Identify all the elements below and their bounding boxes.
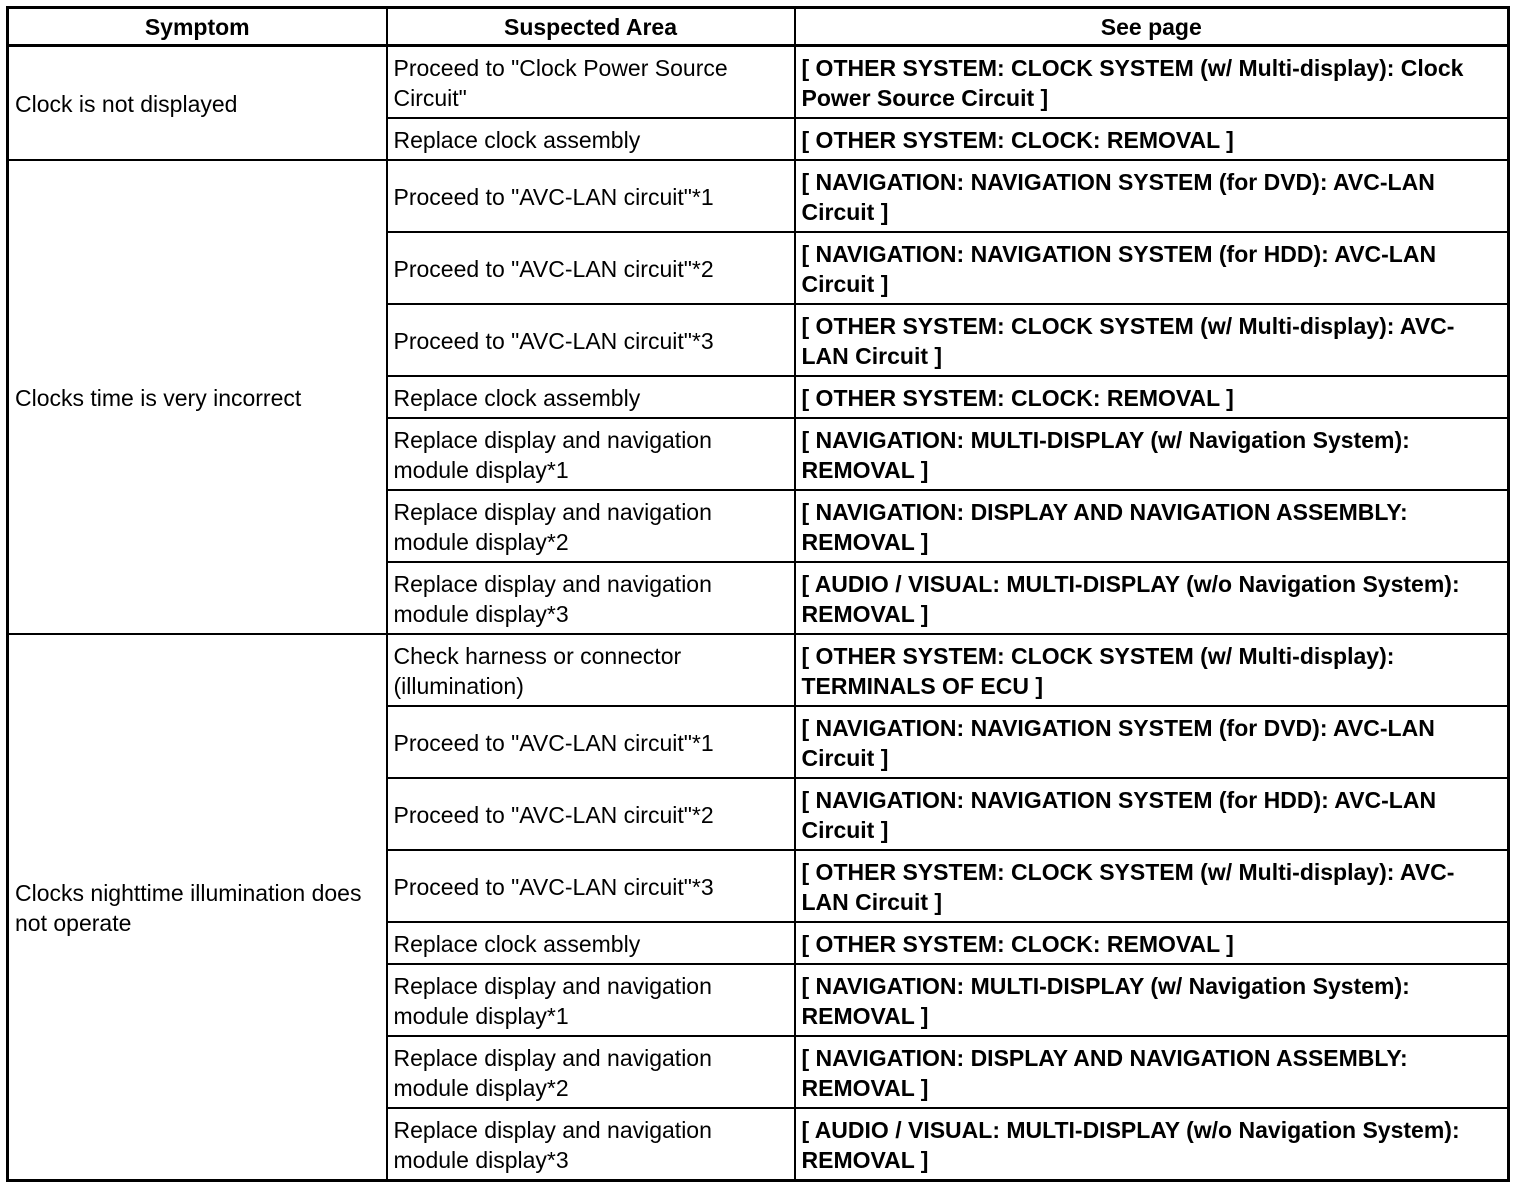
see-page-link[interactable]: [ OTHER SYSTEM: CLOCK: REMOVAL ] <box>795 118 1509 160</box>
suspected-area-cell: Proceed to "AVC-LAN circuit"*3 <box>387 304 795 376</box>
problem-symptoms-table <box>6 6 1510 1182</box>
see-page-link[interactable]: [ NAVIGATION: NAVIGATION SYSTEM (for DVD): AVC-LAN Circuit ] <box>795 160 1509 232</box>
see-page-link[interactable]: [ NAVIGATION: NAVIGATION SYSTEM (for HDD): AVC-LAN Circuit ] <box>795 232 1509 304</box>
suspected-area-cell: Replace display and navigation module display*1 <box>387 418 795 490</box>
suspected-area-column-header: Suspected Area <box>387 8 795 46</box>
table-row <box>8 634 1509 706</box>
suspected-area-cell: Replace clock assembly <box>387 376 795 418</box>
see-page-link[interactable]: [ OTHER SYSTEM: CLOCK SYSTEM (w/ Multi-display): Clock Power Source Circuit ] <box>795 46 1509 119</box>
suspected-area-cell: Replace clock assembly <box>387 922 795 964</box>
suspected-area-cell: Check harness or connector (illumination) <box>387 634 795 706</box>
suspected-area-cell: Proceed to "AVC-LAN circuit"*1 <box>387 706 795 778</box>
suspected-area-cell: Replace clock assembly <box>387 118 795 160</box>
header-row <box>8 8 1509 46</box>
suspected-area-cell: Replace display and navigation module display*2 <box>387 490 795 562</box>
see-page-link[interactable]: [ OTHER SYSTEM: CLOCK SYSTEM (w/ Multi-display): AVC-LAN Circuit ] <box>795 304 1509 376</box>
see-page-link[interactable]: [ AUDIO / VISUAL: MULTI-DISPLAY (w/o Navigation System): REMOVAL ] <box>795 562 1509 634</box>
table-row <box>8 160 1509 232</box>
see-page-link[interactable]: [ NAVIGATION: DISPLAY AND NAVIGATION ASSEMBLY: REMOVAL ] <box>795 490 1509 562</box>
see-page-link[interactable]: [ NAVIGATION: NAVIGATION SYSTEM (for HDD): AVC-LAN Circuit ] <box>795 778 1509 850</box>
symptom-column-header: Symptom <box>8 8 387 46</box>
suspected-area-cell: Replace display and navigation module display*1 <box>387 964 795 1036</box>
see-page-link[interactable]: [ OTHER SYSTEM: CLOCK: REMOVAL ] <box>795 922 1509 964</box>
see-page-column-header: See page <box>795 8 1509 46</box>
suspected-area-cell: Proceed to "AVC-LAN circuit"*3 <box>387 850 795 922</box>
symptom-cell: Clocks time is very incorrect <box>8 160 387 634</box>
suspected-area-cell: Proceed to "AVC-LAN circuit"*2 <box>387 778 795 850</box>
suspected-area-cell: Proceed to "AVC-LAN circuit"*2 <box>387 232 795 304</box>
symptom-cell: Clocks nighttime illumination does not operate <box>8 634 387 1181</box>
see-page-link[interactable]: [ OTHER SYSTEM: CLOCK SYSTEM (w/ Multi-display): AVC-LAN Circuit ] <box>795 850 1509 922</box>
see-page-link[interactable]: [ NAVIGATION: MULTI-DISPLAY (w/ Navigation System): REMOVAL ] <box>795 418 1509 490</box>
see-page-link[interactable]: [ NAVIGATION: DISPLAY AND NAVIGATION ASSEMBLY: REMOVAL ] <box>795 1036 1509 1108</box>
see-page-link[interactable]: [ OTHER SYSTEM: CLOCK SYSTEM (w/ Multi-display): TERMINALS OF ECU ] <box>795 634 1509 706</box>
symptom-cell: Clock is not displayed <box>8 46 387 161</box>
see-page-link[interactable]: [ OTHER SYSTEM: CLOCK: REMOVAL ] <box>795 376 1509 418</box>
suspected-area-cell: Proceed to "AVC-LAN circuit"*1 <box>387 160 795 232</box>
suspected-area-cell: Replace display and navigation module display*3 <box>387 1108 795 1181</box>
table-row <box>8 46 1509 119</box>
see-page-link[interactable]: [ AUDIO / VISUAL: MULTI-DISPLAY (w/o Navigation System): REMOVAL ] <box>795 1108 1509 1181</box>
suspected-area-cell: Replace display and navigation module display*3 <box>387 562 795 634</box>
see-page-link[interactable]: [ NAVIGATION: MULTI-DISPLAY (w/ Navigation System): REMOVAL ] <box>795 964 1509 1036</box>
suspected-area-cell: Replace display and navigation module display*2 <box>387 1036 795 1108</box>
suspected-area-cell: Proceed to "Clock Power Source Circuit" <box>387 46 795 119</box>
see-page-link[interactable]: [ NAVIGATION: NAVIGATION SYSTEM (for DVD): AVC-LAN Circuit ] <box>795 706 1509 778</box>
